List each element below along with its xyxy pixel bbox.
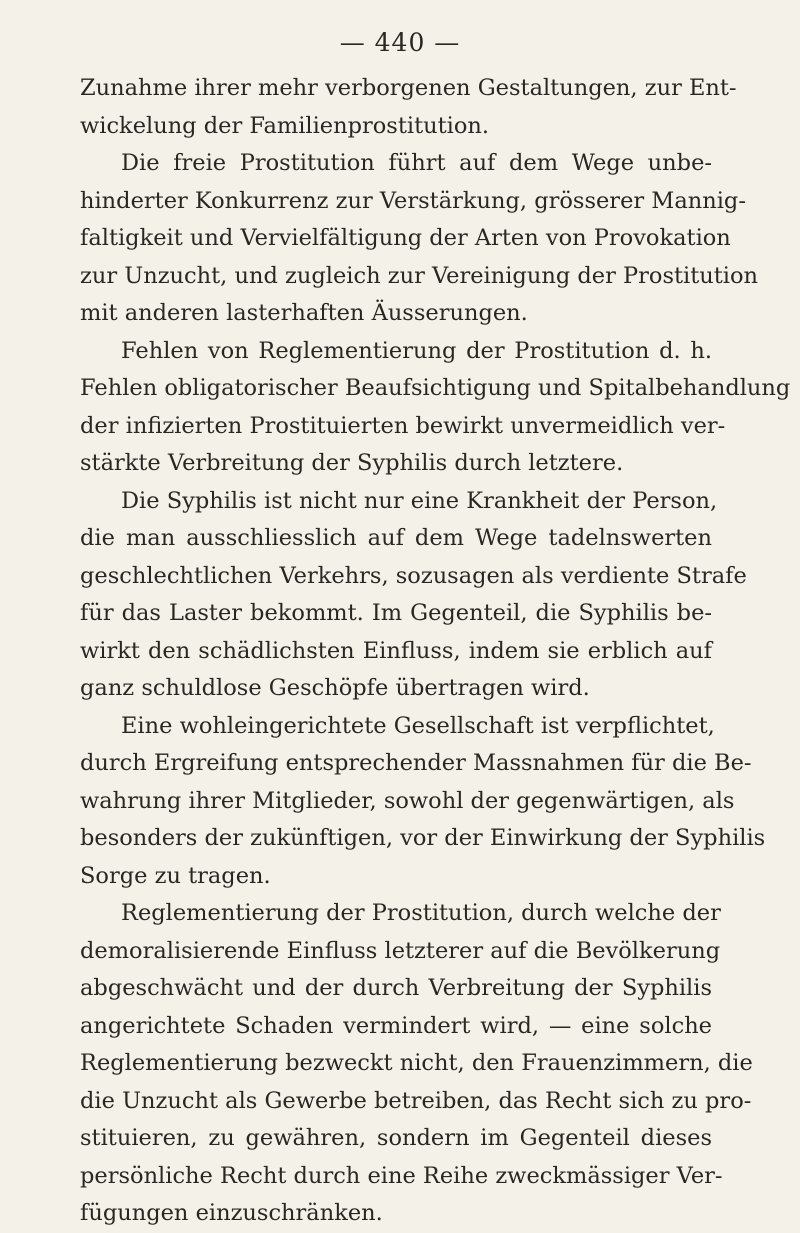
text-line: stärkte Verbreitung der Syphilis durch letztere. xyxy=(80,450,624,476)
paragraph xyxy=(80,895,753,1233)
text-line: wickelung der Familienprostitution. xyxy=(80,112,490,139)
text-line: ganz schuldlose Geschöpfe übertragen wird. xyxy=(80,675,590,701)
paragraph xyxy=(80,333,791,483)
text-line: zur Unzucht, und zugleich zur Vereinigung der Prostitution xyxy=(80,262,759,289)
paragraph xyxy=(80,483,747,708)
text-line: Zunahme ihrer mehr verborgenen Gestaltungen, zur Ent- xyxy=(80,75,737,101)
text-line: besonders der zukünftigen, vor der Einwirkung der Syphilis xyxy=(80,825,766,851)
paragraph xyxy=(80,708,766,896)
text-line: für das Laster bekommt. Im Gegenteil, die Syphilis be- xyxy=(80,600,712,626)
paragraph xyxy=(80,70,737,145)
text-line: die Unzucht als Gewerbe betreiben, das Recht sich zu pro- xyxy=(80,1087,752,1114)
text-line: mit anderen lasterhaften Äusserungen. xyxy=(80,300,528,326)
page-number: — 440 — xyxy=(339,28,461,57)
text-line: Fehlen obligatorischer Beaufsichtigung und Spitalbehandlung xyxy=(80,375,791,401)
text-line: hinderter Konkurrenz zur Verstärkung, grösserer Mannig- xyxy=(80,187,746,214)
text-line: geschlechtlichen Verkehrs, sozusagen als verdiente Strafe xyxy=(80,562,747,589)
text-line: angerichtete Schaden vermindert wird, — eine solche xyxy=(80,1012,712,1039)
paragraph xyxy=(80,145,759,333)
body-text xyxy=(80,70,791,1233)
text-line: Fehlen von Reglementierung der Prostitution d. h. xyxy=(121,337,712,364)
text-line: der infizierten Prostituierten bewirkt unvermeidlich ver- xyxy=(80,412,726,439)
text-line: Reglementierung bezweckt nicht, den Frauenzimmern, die xyxy=(80,1050,753,1076)
text-line: die man ausschliesslich auf dem Wege tadelnswerten xyxy=(80,525,712,551)
text-line: Die freie Prostitution führt auf dem Wege unbe- xyxy=(121,150,712,176)
text-line: Eine wohleingerichtete Gesellschaft ist verpflichtet, xyxy=(121,712,715,739)
text-line: Reglementierung der Prostitution, durch welche der xyxy=(121,900,721,926)
text-line: stituieren, zu gewähren, sondern im Gegenteil dieses xyxy=(80,1125,712,1151)
text-line: durch Ergreifung entsprechender Massnahmen für die Be- xyxy=(80,750,752,776)
text-line: wirkt den schädlichsten Einfluss, indem sie erblich auf xyxy=(80,637,712,664)
text-line: fügungen einzuschränken. xyxy=(80,1200,383,1226)
text-line: persönliche Recht durch eine Reihe zweckmässiger Ver- xyxy=(80,1162,723,1189)
text-line: faltigkeit und Vervielfältigung der Arten von Provokation xyxy=(80,225,731,251)
text-line: Sorge zu tragen. xyxy=(80,862,271,889)
text-line: demoralisierende Einfluss letzterer auf die Bevölkerung xyxy=(80,937,721,964)
text-line: abgeschwächt und der durch Verbreitung der Syphilis xyxy=(80,975,712,1001)
text-line: Die Syphilis ist nicht nur eine Krankheit der Person, xyxy=(121,487,718,514)
text-line: wahrung ihrer Mitglieder, sowohl der gegenwärtigen, als xyxy=(80,787,735,814)
